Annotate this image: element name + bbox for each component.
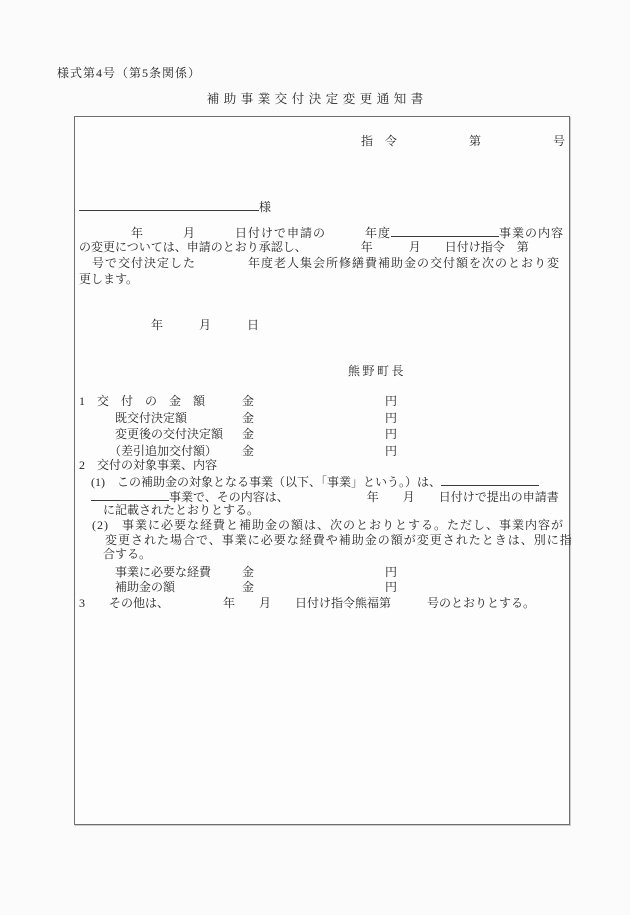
kin-prefix: 金 <box>242 565 255 579</box>
form-number-label: 様式第4号（第5条関係） <box>57 66 202 80</box>
additional-grant-label: （差引追加交付額） <box>79 444 218 458</box>
grant-amount-row <box>79 393 565 409</box>
project-name-blank-underline <box>391 223 499 237</box>
section-2-1-line-2-text: 事業で、その内容は、 年 月 日付けで提出の申請書 <box>169 490 559 504</box>
kin-prefix: 金 <box>242 444 255 458</box>
opening-line-1-text: 年 月 日付けで申請の 年度 <box>79 226 392 240</box>
business-name-blank-underline-2 <box>91 487 169 501</box>
kin-prefix: 金 <box>242 411 255 425</box>
revised-decision-row <box>79 426 565 442</box>
yen-suffix: 円 <box>385 580 398 594</box>
kin-prefix: 金 <box>242 394 255 408</box>
issue-date-line: 年 月 日 <box>79 318 260 332</box>
required-expense-label: 事業に必要な経費 <box>79 565 212 579</box>
revised-decision-label: 変更後の交付決定額 <box>79 427 224 441</box>
opening-paragraph-line-2: の変更については、申請のとおり承認し、 年 月 日付け指令 第 <box>79 240 529 254</box>
grant-amount-label: 1 交 付 の 金 額 <box>79 394 206 408</box>
subsidy-amount-label: 補助金の額 <box>79 580 176 594</box>
directive-number-line: 指 令 第 号 <box>361 134 566 148</box>
opening-paragraph-line-3: 号で交付決定した 年度老人集会所修繕費補助金の交付額を次のとおり変 <box>79 256 561 270</box>
previous-decision-row <box>79 410 565 426</box>
issuer-name: 熊野町長 <box>348 364 407 378</box>
section-2-1-line-3: に記載されたとおりとする。 <box>79 503 260 517</box>
yen-suffix: 円 <box>385 444 398 458</box>
section-3-line: 3 その他は、 年 月 日付け指令熊福第 号のとおりとする。 <box>79 596 536 610</box>
opening-line-1-tail: 事業の内容 <box>499 226 565 240</box>
section-2-2-line-3: 合する。 <box>79 547 152 561</box>
yen-suffix: 円 <box>385 427 398 441</box>
business-name-blank-underline <box>441 472 539 486</box>
yen-suffix: 円 <box>385 565 398 579</box>
addressee-suffix: 様 <box>259 200 272 214</box>
yen-suffix: 円 <box>385 394 398 408</box>
kin-prefix: 金 <box>242 580 255 594</box>
section-2-2-line-2: 変更された場合で、事業に必要な経費や補助金の額が変更されたときは、別に指 <box>79 533 573 547</box>
required-expense-row <box>79 564 565 580</box>
previous-decision-label: 既交付決定額 <box>79 411 188 425</box>
yen-suffix: 円 <box>385 411 398 425</box>
subsidy-amount-row <box>79 579 565 595</box>
section-2-2-line-1: (2) 事業に必要な経費と補助金の額は、次のとおりとする。ただし、事業内容が <box>79 518 564 532</box>
section-2-1-text: (1) この補助金の対象となる事業（以下、「事業」という。）は、 <box>79 475 441 489</box>
addressee-blank-underline <box>79 197 259 211</box>
addressee-line <box>79 197 271 215</box>
opening-paragraph-line-4: 更します。 <box>79 272 139 286</box>
section-2-heading: 2 交付の対象事業、内容 <box>79 458 218 472</box>
notice-box <box>74 116 573 825</box>
document-title: 補助事業交付決定変更通知書 <box>206 92 428 106</box>
kin-prefix: 金 <box>242 427 255 441</box>
